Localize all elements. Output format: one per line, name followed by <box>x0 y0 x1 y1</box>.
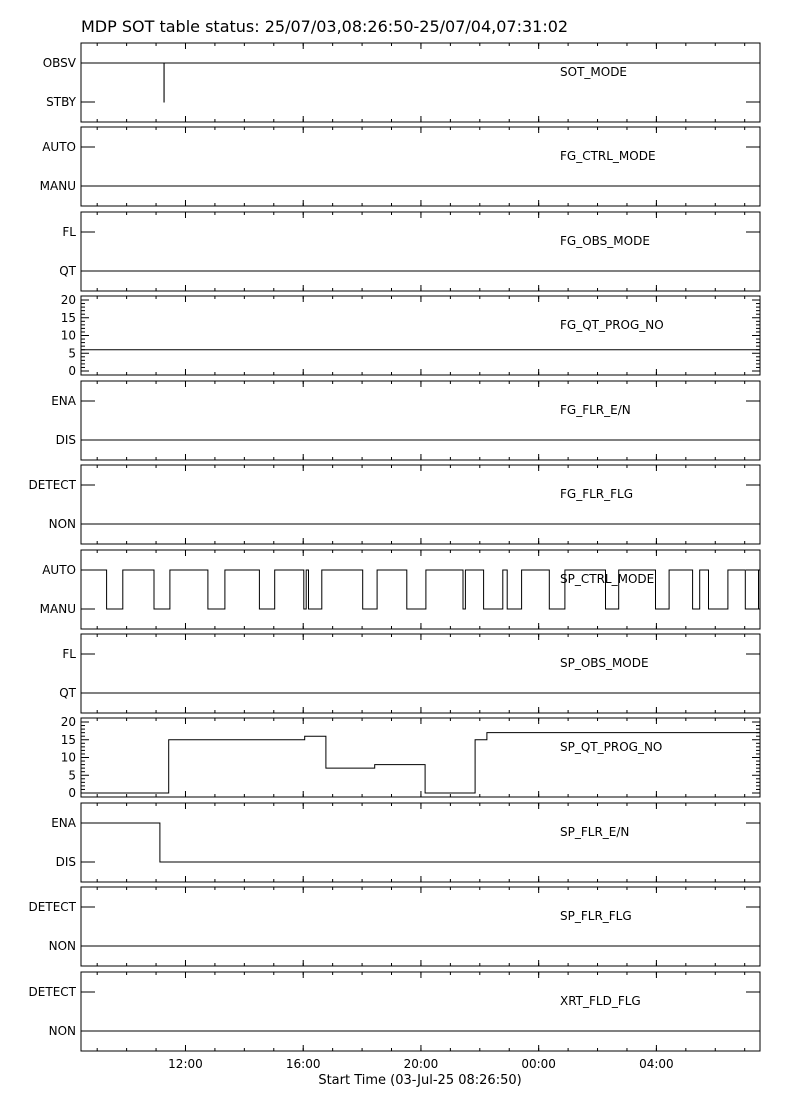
panel-fg-qt-prog-no-ylabel: 10 <box>60 328 76 343</box>
panel-sp-flr-flg-ylabel-detect: DETECT <box>28 900 76 914</box>
panel-fg-qt-prog-no-ylabel: 20 <box>60 293 76 307</box>
panel-fg-obs-mode-ylabel-qt: QT <box>59 264 76 278</box>
chart-title: MDP SOT table status: 25/07/03,08:26:50-25/07/04,07:31:02 <box>81 17 569 36</box>
panel-sp-qt-prog-no-ylabel: 0 <box>68 786 76 800</box>
panel-sp-qt-prog-no-label: SP_QT_PROG_NO <box>560 740 663 754</box>
panel-sp-obs-mode-label: SP_OBS_MODE <box>560 656 649 670</box>
panel-sp-flr-e-n-label: SP_FLR_E/N <box>560 825 630 839</box>
panel-fg-qt-prog-no-ylabel: 5 <box>68 346 76 361</box>
panel-sp-flr-flg-ylabel-non: NON <box>48 939 76 953</box>
panel-sp-ctrl-mode-ylabel-manu: MANU <box>39 602 76 616</box>
x-tick-label: 12:00 <box>168 1057 203 1071</box>
panel-fg-qt-prog-no-label: FG_QT_PROG_NO <box>560 318 664 332</box>
panel-fg-flr-flg-ylabel-non: NON <box>48 517 76 531</box>
panel-sp-qt-prog-no-ylabel: 5 <box>68 768 76 783</box>
panel-fg-ctrl-mode-ylabel-manu: MANU <box>39 179 76 193</box>
panel-fg-ctrl-mode-label: FG_CTRL_MODE <box>560 149 656 163</box>
panel-xrt-fld-flg-label: XRT_FLD_FLG <box>560 994 641 1008</box>
panel-sot-mode-label: SOT_MODE <box>560 65 628 79</box>
panel-xrt-fld-flg-ylabel-non: NON <box>48 1024 76 1038</box>
panel-xrt-fld-flg-ylabel-detect: DETECT <box>28 985 76 999</box>
panel-sp-ctrl-mode-label: SP_CTRL_MODE <box>560 572 655 586</box>
x-axis-label: Start Time (03-Jul-25 08:26:50) <box>318 1073 522 1088</box>
panel-fg-ctrl-mode-ylabel-auto: AUTO <box>42 140 76 154</box>
x-tick-label: 16:00 <box>285 1057 321 1071</box>
panel-fg-flr-e-n-label: FG_FLR_E/N <box>560 403 631 417</box>
panel-sp-obs-mode-ylabel-fl: FL <box>62 647 76 661</box>
panel-fg-flr-flg-ylabel-detect: DETECT <box>28 478 76 492</box>
panel-sp-qt-prog-no-ylabel: 15 <box>60 732 76 747</box>
panel-sp-flr-e-n-ylabel-ena: ENA <box>51 816 76 830</box>
panel-fg-flr-e-n-ylabel-ena: ENA <box>51 394 76 408</box>
panel-sp-flr-e-n-ylabel-dis: DIS <box>55 855 76 869</box>
panel-fg-obs-mode-ylabel-fl: FL <box>62 225 76 239</box>
x-tick-label: 04:00 <box>639 1057 674 1071</box>
panel-sot-mode-ylabel-obsv: OBSV <box>42 56 76 70</box>
x-tick-label: 00:00 <box>521 1057 556 1071</box>
panel-fg-obs-mode-label: FG_OBS_MODE <box>560 234 650 248</box>
panel-sp-qt-prog-no-ylabel: 10 <box>60 750 76 765</box>
panel-fg-qt-prog-no-ylabel: 0 <box>68 364 76 378</box>
panel-sp-obs-mode-ylabel-qt: QT <box>59 686 76 700</box>
panel-sot-mode-ylabel-stby: STBY <box>46 95 76 109</box>
panel-fg-flr-flg-label: FG_FLR_FLG <box>560 487 634 501</box>
panel-sp-ctrl-mode-ylabel-auto: AUTO <box>42 563 76 577</box>
panel-sp-flr-flg-label: SP_FLR_FLG <box>560 909 632 923</box>
panel-fg-flr-e-n-ylabel-dis: DIS <box>55 433 76 447</box>
panel-fg-qt-prog-no-ylabel: 15 <box>60 310 76 325</box>
x-tick-label: 20:00 <box>403 1057 439 1071</box>
panel-sp-qt-prog-no-ylabel: 20 <box>60 715 76 729</box>
